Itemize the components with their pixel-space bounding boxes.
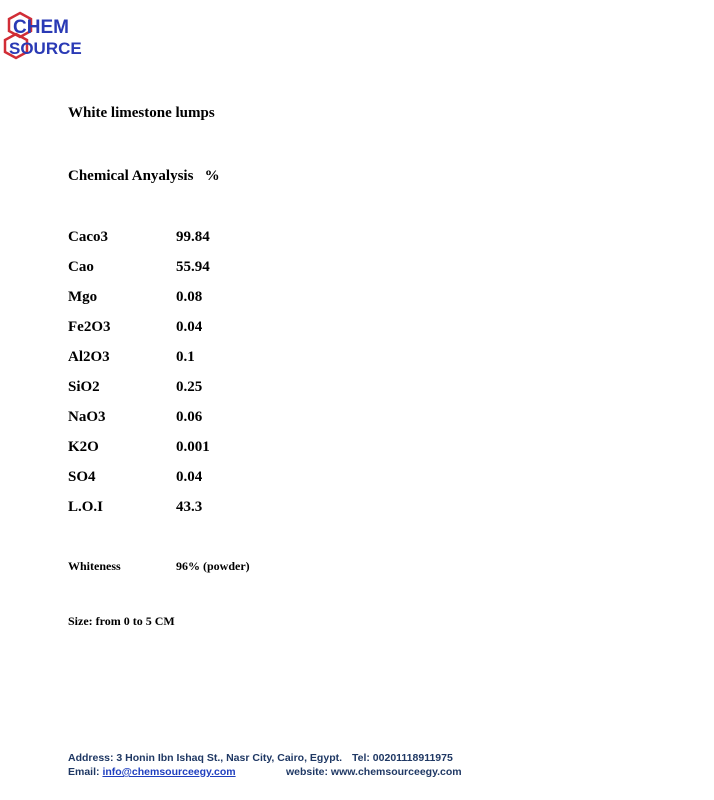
footer-line-1 [68,752,468,766]
logo-line-1: CHEM [13,17,69,38]
compound-value: 99.84 [176,229,210,245]
footer-line-2 [68,766,468,780]
footer-website: website: www.chemsourceegy.com [286,766,462,778]
analysis-list [68,229,210,529]
analysis-row [68,229,210,259]
document-title: White limestone lumps [68,105,215,121]
compound-name: K2O [68,439,99,455]
analysis-row [68,289,210,319]
compound-name: L.O.I [68,499,104,515]
footer [68,752,468,780]
footer-tel: Tel: 00201118911975 [352,752,453,764]
company-logo [2,10,84,66]
whiteness-label: Whiteness [68,559,121,573]
compound-value: 0.04 [176,469,203,485]
size-note: Size: from 0 to 5 CM [68,614,175,628]
compound-name: Cao [68,259,94,275]
whiteness-value: 96% (powder) [176,559,250,573]
compound-name: NaO3 [68,409,106,425]
analysis-row [68,469,210,499]
compound-value: 0.001 [176,439,210,455]
footer-email-link[interactable]: info@chemsourceegy.com [102,766,236,778]
footer-address: Address: 3 Honin Ibn Ishaq St., Nasr City, Cairo, Egypt. [68,752,343,764]
analysis-row [68,499,210,529]
compound-value: 43.3 [176,499,203,515]
compound-value: 0.25 [176,379,203,395]
logo-line-2: SOURCE [9,39,82,58]
compound-value: 55.94 [176,259,210,275]
analysis-row [68,379,210,409]
compound-value: 0.06 [176,409,203,425]
compound-name: SO4 [68,469,96,485]
whiteness-row [68,559,250,574]
footer-email-label: Email: [68,766,103,778]
analysis-row [68,439,210,469]
compound-value: 0.1 [176,349,195,365]
compound-value: 0.08 [176,289,203,305]
compound-name: Caco3 [68,229,108,245]
compound-name: Mgo [68,289,98,305]
analysis-heading: Chemical Anyalysis % [68,168,220,184]
analysis-row [68,259,210,289]
compound-name: Fe2O3 [68,319,111,335]
analysis-row [68,319,210,349]
analysis-row [68,349,210,379]
analysis-row [68,409,210,439]
compound-name: Al2O3 [68,349,110,365]
compound-value: 0.04 [176,319,203,335]
compound-name: SiO2 [68,379,100,395]
